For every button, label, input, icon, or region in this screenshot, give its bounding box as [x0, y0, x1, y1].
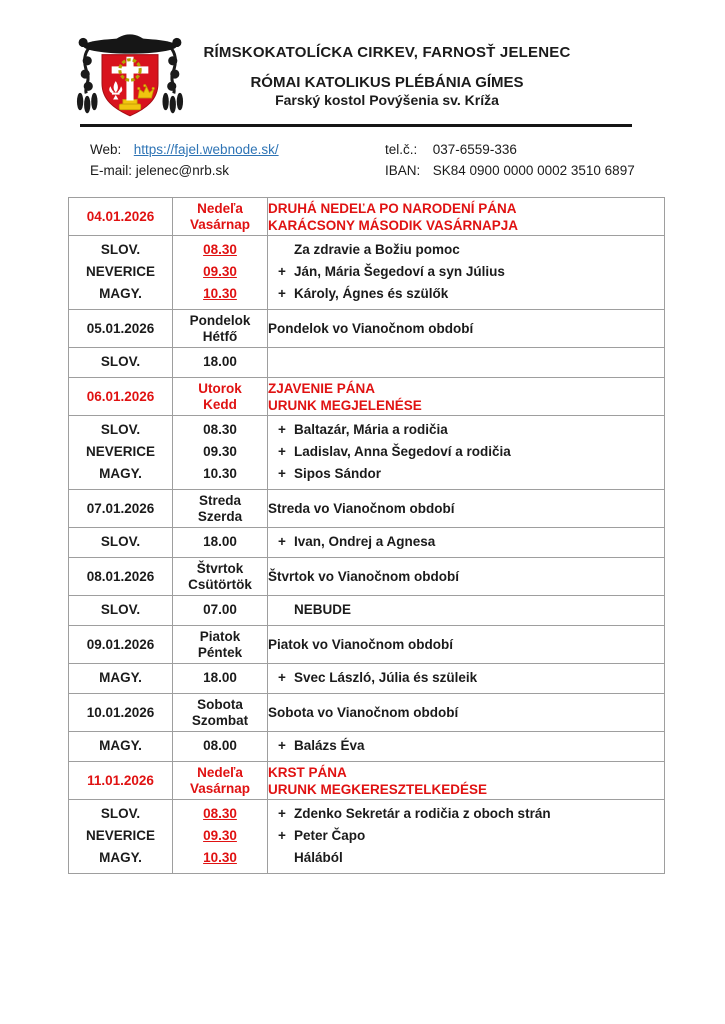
intention-line	[268, 825, 664, 847]
schedule-table	[68, 197, 665, 874]
time-value	[173, 847, 267, 869]
date-text: 06.01.2026	[86, 389, 155, 404]
church-subtitle: Farský kostol Povýšenia sv. Kríža	[275, 92, 499, 108]
day-name-hu: Kedd	[203, 396, 237, 412]
time-value	[173, 261, 267, 283]
place-label: SLOV.	[100, 422, 141, 437]
email-line	[90, 160, 385, 181]
day-name-hu: Szerda	[197, 508, 243, 524]
schedule-mass-row	[69, 528, 665, 558]
time-text: 18.00	[203, 534, 237, 549]
time-text: 18.00	[203, 670, 237, 685]
place-cell	[69, 528, 173, 558]
intention-cell	[268, 596, 665, 626]
place-label: MAGY.	[99, 466, 142, 481]
day-name-hu: Csütörtök	[188, 576, 252, 592]
intention-text: Ján, Mária Šegedoví a syn Július	[294, 264, 505, 279]
time-text: 08.30	[203, 242, 237, 257]
feast-title-line: URUNK MEGJELENÉSE	[268, 397, 422, 413]
place-label: MAGY.	[99, 670, 142, 685]
intention-text: Svec László, Júlia és szüleik	[294, 670, 478, 685]
cross-mark	[278, 239, 294, 261]
cross-mark: +	[278, 534, 286, 549]
intention-line	[268, 599, 664, 621]
day-name-sk: Utorok	[198, 380, 242, 396]
place-label: SLOV.	[100, 354, 141, 369]
intention-text: NEBUDE	[294, 602, 352, 617]
day-cell	[173, 762, 268, 800]
schedule-day-row	[69, 310, 665, 348]
schedule-mass-row	[69, 416, 665, 490]
tel-value: 037-6559-336	[432, 142, 517, 157]
time-text: 08.00	[203, 738, 237, 753]
day-name-sk: Streda	[198, 492, 242, 508]
date-text: 04.01.2026	[86, 209, 155, 224]
time-value	[173, 463, 267, 485]
time-text: 08.30	[203, 422, 237, 437]
schedule-mass-row	[69, 236, 665, 310]
time-cell	[173, 416, 268, 490]
email-label: E-mail:	[90, 163, 133, 178]
date-text: 07.01.2026	[86, 501, 155, 516]
time-text: 10.30	[203, 286, 237, 301]
time-value	[173, 351, 267, 373]
schedule-day-row	[69, 490, 665, 528]
date-text: 08.01.2026	[86, 569, 155, 584]
intention-text: Ladislav, Anna Šegedoví a rodičia	[294, 444, 511, 459]
parish-title-sk: RÍMSKOKATOLÍCKA CIRKEV, FARNOSŤ JELENEC	[203, 44, 571, 61]
day-cell	[173, 558, 268, 596]
intention-text: Zdenko Sekretár a rodičia z oboch strán	[294, 806, 551, 821]
intention-text: Hálából	[294, 850, 343, 865]
time-cell	[173, 596, 268, 626]
schedule-mass-row	[69, 732, 665, 762]
web-link[interactable]: https://fajel.webnode.sk/	[133, 142, 279, 157]
date-cell	[69, 378, 173, 416]
time-cell	[173, 348, 268, 378]
place-cell	[69, 348, 173, 378]
time-text: 08.30	[203, 806, 237, 821]
intention-text: Ivan, Ondrej a Agnesa	[294, 534, 436, 549]
time-cell	[173, 528, 268, 558]
schedule-mass-row	[69, 800, 665, 874]
feast-title-line: KARÁCSONY MÁSODIK VASÁRNAPJA	[268, 217, 519, 233]
schedule-day-row	[69, 694, 665, 732]
date-cell	[69, 762, 173, 800]
header-titles	[150, 44, 624, 108]
tel-line	[385, 139, 517, 160]
day-cell	[173, 378, 268, 416]
feast-title-cell	[268, 310, 665, 348]
time-cell	[173, 732, 268, 762]
cross-mark: +	[278, 422, 286, 437]
time-cell	[173, 800, 268, 874]
date-cell	[69, 310, 173, 348]
day-name-sk: Nedeľa	[197, 200, 243, 216]
intention-text	[294, 351, 664, 373]
place-cell	[69, 732, 173, 762]
cross-mark: +	[278, 806, 286, 821]
intention-cell	[268, 528, 665, 558]
time-value	[173, 599, 267, 621]
date-text: 10.01.2026	[86, 705, 155, 720]
intention-line	[268, 239, 664, 261]
cross-mark	[278, 599, 294, 621]
iban-line	[385, 160, 635, 181]
intention-text: Za zdravie a Božiu pomoc	[294, 242, 460, 257]
intention-line	[268, 441, 664, 463]
day-name-sk: Štvrtok	[196, 560, 244, 576]
feast-title-line: URUNK MEGKERESZTELKEDÉSE	[268, 781, 488, 797]
time-value	[173, 803, 267, 825]
time-text: 07.00	[203, 602, 237, 617]
intention-text: Sipos Sándor	[294, 466, 382, 481]
contact-row-1	[90, 139, 635, 160]
schedule-mass-row	[69, 664, 665, 694]
intention-text: Peter Čapo	[294, 828, 366, 843]
day-name-sk: Nedeľa	[197, 764, 243, 780]
intention-line	[268, 283, 664, 305]
date-text: 11.01.2026	[87, 773, 154, 788]
schedule-mass-row	[69, 348, 665, 378]
time-value	[173, 735, 267, 757]
iban-label: IBAN:	[385, 163, 421, 178]
intention-line	[268, 531, 664, 553]
intention-line	[268, 351, 664, 373]
day-cell	[173, 310, 268, 348]
web-label: Web:	[90, 142, 122, 157]
cross-mark: +	[278, 828, 286, 843]
intention-text: Baltazár, Mária a rodičia	[294, 422, 448, 437]
tel-label: tel.č.:	[385, 142, 418, 157]
place-label: MAGY.	[99, 850, 142, 865]
place-label: NEVERICE	[85, 444, 156, 459]
date-cell	[69, 198, 173, 236]
day-name-sk: Piatok	[199, 628, 241, 644]
time-value	[173, 283, 267, 305]
pedestal-icon	[119, 99, 140, 109]
feast-title-cell	[268, 626, 665, 664]
place-cell	[69, 800, 173, 874]
cross-mark	[278, 351, 294, 373]
time-value	[173, 239, 267, 261]
time-text: 10.30	[203, 466, 237, 481]
iban-value: SK84 0900 0000 0002 3510 6897	[432, 163, 635, 178]
date-cell	[69, 626, 173, 664]
date-cell	[69, 694, 173, 732]
day-name-hu: Szombat	[191, 712, 249, 728]
feast-title-cell	[268, 378, 665, 416]
place-label: SLOV.	[100, 534, 141, 549]
cross-mark: +	[278, 264, 286, 279]
feast-title-cell	[268, 694, 665, 732]
time-text: 10.30	[203, 850, 237, 865]
intention-cell	[268, 348, 665, 378]
intention-line	[268, 667, 664, 689]
place-label: SLOV.	[100, 602, 141, 617]
place-label: SLOV.	[100, 242, 141, 257]
feast-title-cell	[268, 490, 665, 528]
date-cell	[69, 558, 173, 596]
cross-mark: +	[278, 286, 286, 301]
time-value	[173, 531, 267, 553]
intention-line	[268, 419, 664, 441]
feast-title-line: DRUHÁ NEDEĽA PO NARODENÍ PÁNA	[268, 200, 517, 216]
place-cell	[69, 236, 173, 310]
feast-title-line: Streda vo Vianočnom období	[268, 501, 455, 516]
schedule-day-row	[69, 762, 665, 800]
intention-line	[268, 463, 664, 485]
date-text: 09.01.2026	[86, 637, 155, 652]
day-cell	[173, 198, 268, 236]
parish-title-hu: RÓMAI KATOLIKUS PLÉBÁNIA GÍMES	[250, 74, 524, 91]
day-name-sk: Sobota	[197, 696, 243, 712]
day-name-hu: Péntek	[197, 644, 243, 660]
date-text: 05.01.2026	[86, 321, 155, 336]
day-name-hu: Vasárnap	[189, 216, 251, 232]
intention-cell	[268, 236, 665, 310]
time-text: 18.00	[203, 354, 237, 369]
place-label: NEVERICE	[85, 828, 156, 843]
time-cell	[173, 664, 268, 694]
schedule-mass-row	[69, 596, 665, 626]
cross-mark: +	[278, 466, 286, 481]
time-text: 09.30	[203, 828, 237, 843]
place-cell	[69, 664, 173, 694]
feast-title-cell	[268, 558, 665, 596]
place-label: MAGY.	[99, 286, 142, 301]
cross-mark: +	[278, 670, 286, 685]
contact-row-2	[90, 160, 635, 181]
date-cell	[69, 490, 173, 528]
contact-block	[90, 139, 635, 181]
feast-title-line: Štvrtok vo Vianočnom období	[268, 569, 460, 584]
day-name-hu: Hétfő	[202, 328, 238, 344]
day-name-hu: Vasárnap	[189, 780, 251, 796]
feast-title-line: Pondelok vo Vianočnom období	[268, 321, 474, 336]
intention-text: Balázs Éva	[294, 738, 365, 753]
feast-title-cell	[268, 762, 665, 800]
feast-title-cell	[268, 198, 665, 236]
time-text: 09.30	[203, 444, 237, 459]
schedule-day-row	[69, 198, 665, 236]
place-cell	[69, 596, 173, 626]
intention-cell	[268, 732, 665, 762]
web-line	[90, 139, 385, 160]
intention-cell	[268, 800, 665, 874]
feast-title-line: KRST PÁNA	[268, 764, 347, 780]
feast-title-line: Sobota vo Vianočnom období	[268, 705, 459, 720]
time-value	[173, 667, 267, 689]
schedule-day-row	[69, 378, 665, 416]
schedule-day-row	[69, 558, 665, 596]
feast-title-line: ZJAVENIE PÁNA	[268, 380, 376, 396]
intention-line	[268, 735, 664, 757]
place-label: NEVERICE	[85, 264, 156, 279]
feast-title-line: Piatok vo Vianočnom období	[268, 637, 454, 652]
header-divider	[80, 124, 632, 127]
time-text: 09.30	[203, 264, 237, 279]
place-label: SLOV.	[100, 806, 141, 821]
schedule-day-row	[69, 626, 665, 664]
place-cell	[69, 416, 173, 490]
cross-mark: +	[278, 738, 286, 753]
galero-cords-left-icon	[77, 47, 97, 113]
cross-mark: +	[278, 444, 286, 459]
time-value	[173, 441, 267, 463]
time-value	[173, 825, 267, 847]
cross-mark	[278, 847, 294, 869]
day-name-sk: Pondelok	[189, 312, 251, 328]
intention-line	[268, 847, 664, 869]
time-cell	[173, 236, 268, 310]
place-label: MAGY.	[99, 738, 142, 753]
intention-line	[268, 261, 664, 283]
intention-cell	[268, 664, 665, 694]
day-cell	[173, 490, 268, 528]
time-value	[173, 419, 267, 441]
day-cell	[173, 694, 268, 732]
intention-cell	[268, 416, 665, 490]
intention-line	[268, 803, 664, 825]
day-cell	[173, 626, 268, 664]
intention-text: Károly, Ágnes és szülők	[294, 286, 449, 301]
email-value: jelenec@nrb.sk	[135, 163, 230, 178]
